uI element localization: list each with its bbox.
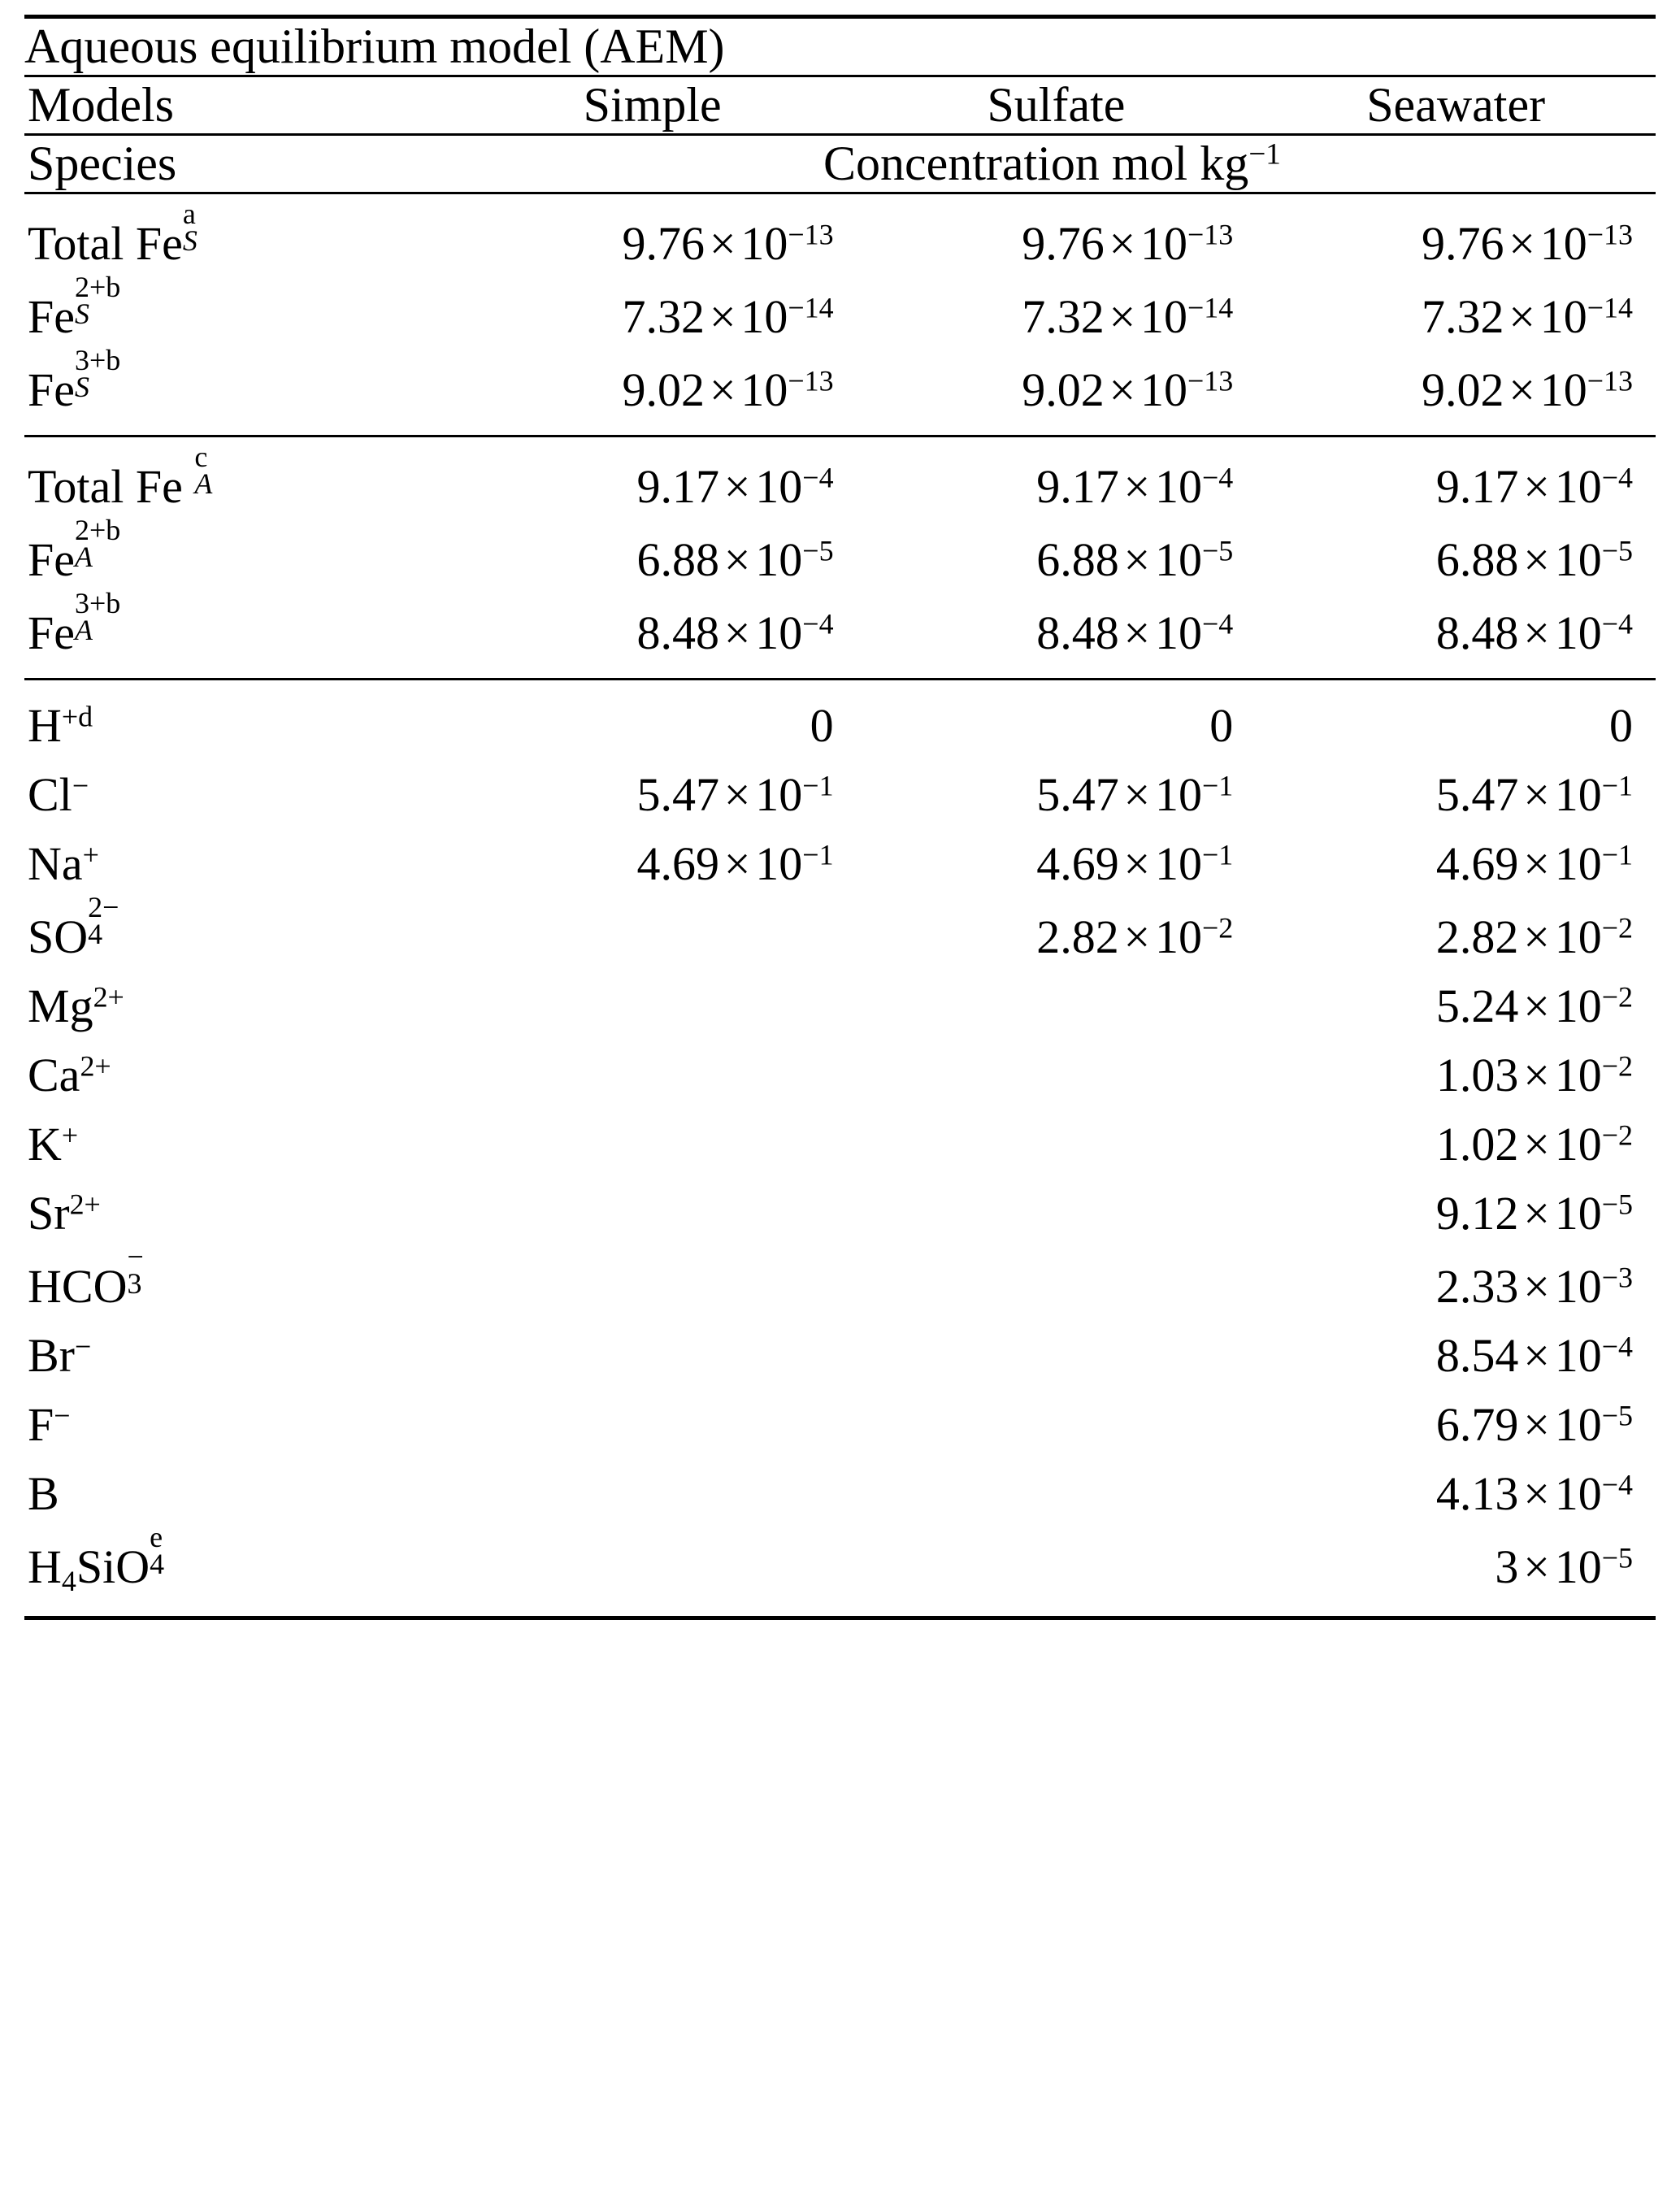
table-row: [24, 594, 1656, 680]
table-row: [24, 680, 1656, 760]
table-cell-value: [857, 1179, 1257, 1248]
table-cell-value: $9.76\times 10^{-13}$: [1421, 217, 1633, 270]
table-row: [24, 1248, 1656, 1321]
table-cell-value: $5.47\times 10^{-1}$: [636, 768, 834, 821]
table-cell-value: 0: [810, 699, 834, 752]
table-cell-value: [449, 1248, 857, 1321]
table-cell-value: [857, 1248, 1257, 1321]
table-cell-value: $9.76\times 10^{-13}$: [1022, 217, 1234, 270]
table-cell-species: Fe 2+b A: [28, 514, 121, 586]
aem-table: [24, 15, 1656, 1620]
table-cell-value: $2.33\times 10^{-3}$: [1435, 1260, 1633, 1313]
table-cell-value: $2.82\times 10^{-2}$: [1036, 910, 1234, 963]
table-cell-species: Br−: [28, 1329, 92, 1382]
table-cell-value: $6.88\times 10^{-5}$: [1036, 533, 1234, 586]
table-cell-value: $5.47\times 10^{-1}$: [1036, 768, 1234, 821]
table-row: [24, 278, 1656, 351]
table-cell-value: $9.17\times 10^{-4}$: [1435, 460, 1633, 513]
table-cell-value: $4.13\times 10^{-4}$: [1435, 1467, 1633, 1520]
table-cell-species: $Ca^{2+}$: [28, 1049, 111, 1101]
table-cell-value: [857, 1110, 1257, 1179]
table-cell-species: SO 2− 4: [28, 891, 119, 963]
table-row: [24, 760, 1656, 829]
aem-table-body: [24, 17, 1656, 1621]
table-cell-value: $3\times 10^{-5}$: [1495, 1540, 1633, 1593]
table-cell-species: K+: [28, 1118, 79, 1170]
table-row: [24, 1040, 1656, 1110]
table-row: [24, 1321, 1656, 1390]
table-cell-value: $9.02\times 10^{-13}$: [622, 363, 834, 416]
header-column-1: Simple: [583, 78, 722, 132]
table-cell-value: $8.48\times 10^{-4}$: [1435, 606, 1633, 659]
table-cell-value: [449, 971, 857, 1040]
table-row: [24, 194, 1656, 278]
table-cell-value: $7.32\times 10^{-14}$: [622, 290, 834, 343]
table-row: [24, 1110, 1656, 1179]
table-row: [24, 898, 1656, 971]
header-column-3: Seawater: [1366, 78, 1546, 132]
table-cell-value: [449, 1459, 857, 1528]
table-cell-species: $Mg^{2+}$: [28, 979, 124, 1032]
table-cell-species: $H^{+d}$: [28, 699, 93, 752]
table-cell-value: [449, 1390, 857, 1459]
table-cell-value: [449, 1528, 857, 1618]
table-header-row: [24, 77, 1656, 135]
header-column-2: Sulfate: [987, 78, 1126, 132]
table-cell-species: Na+: [28, 837, 99, 890]
table-cell-value: $5.24\times 10^{-2}$: [1435, 979, 1633, 1032]
table-row: [24, 1459, 1656, 1528]
table-cell-species: $Sr^{2+}$: [28, 1187, 101, 1240]
table-cell-species: B: [28, 1467, 59, 1520]
table-cell-value: $8.54\times 10^{-4}$: [1435, 1329, 1633, 1382]
table-cell-value: $6.88\times 10^{-5}$: [636, 533, 834, 586]
table-cell-value: $6.88\times 10^{-5}$: [1435, 533, 1633, 586]
header-models-label: Models: [28, 78, 174, 132]
table-cell-value: $5.47\times 10^{-1}$: [1435, 768, 1633, 821]
table-cell-value: [449, 1110, 857, 1179]
table-cell-value: $8.48\times 10^{-4}$: [636, 606, 834, 659]
table-row: [24, 521, 1656, 594]
table-cell-species: Fe 3+b S: [28, 344, 121, 416]
table-row: [24, 437, 1656, 521]
table-cell-value: $7.32\times 10^{-14}$: [1421, 290, 1633, 343]
table-cell-value: [857, 1321, 1257, 1390]
table-row: [24, 1179, 1656, 1248]
table-cell-value: [857, 1040, 1257, 1110]
table-cell-value: $9.17\times 10^{-4}$: [636, 460, 834, 513]
table-cell-value: $9.17\times 10^{-4}$: [1036, 460, 1234, 513]
table-cell-value: $2.82\times 10^{-2}$: [1435, 910, 1633, 963]
table-cell-value: $1.03\times 10^{-2}$: [1435, 1049, 1633, 1101]
table-cell-species: Fe 3+b A: [28, 587, 121, 659]
subheader-units: Concentration mol $kg^{-1}$: [823, 137, 1281, 190]
table-cell-species: Total Fe c A: [28, 441, 213, 513]
table-cell-value: $9.02\times 10^{-13}$: [1421, 363, 1633, 416]
table-row: [24, 351, 1656, 436]
table-row: [24, 1528, 1656, 1618]
table-subheader-row: [24, 136, 1656, 193]
table-row: [24, 1390, 1656, 1459]
table-cell-species: F−: [28, 1398, 71, 1451]
table-cell-value: [449, 898, 857, 971]
table-cell-species: Fe 2+b S: [28, 271, 121, 343]
table-row: [24, 971, 1656, 1040]
table-cell-value: [857, 1528, 1257, 1618]
table-cell-value: [449, 1040, 857, 1110]
table-cell-value: [857, 971, 1257, 1040]
table-caption: Aqueous equilibrium model (AEM): [24, 20, 725, 73]
table-row: [24, 829, 1656, 898]
table-cell-value: $9.12\times 10^{-5}$: [1435, 1187, 1633, 1240]
table-cell-species: Total Fe a S: [28, 198, 198, 270]
table-cell-species: Cl−: [28, 768, 89, 821]
table-cell-value: $1.02\times 10^{-2}$: [1435, 1118, 1633, 1170]
table-cell-value: 0: [1609, 699, 1633, 752]
table-cell-value: $8.48\times 10^{-4}$: [1036, 606, 1234, 659]
table-cell-value: $9.76\times 10^{-13}$: [622, 217, 834, 270]
table-cell-value: 0: [1209, 699, 1234, 752]
table-cell-value: $9.02\times 10^{-13}$: [1022, 363, 1234, 416]
table-rule-bottom: [24, 1618, 1656, 1621]
table-cell-species: $H_4SiO$ e 4: [28, 1521, 165, 1598]
table-cell-value: [449, 1179, 857, 1248]
table-cell-value: [449, 1321, 857, 1390]
table-cell-value: $4.69\times 10^{-1}$: [636, 837, 834, 890]
table-cell-value: $7.32\times 10^{-14}$: [1022, 290, 1234, 343]
table-cell-value: [857, 1459, 1257, 1528]
subheader-species-label: Species: [28, 137, 177, 190]
table-cell-value: $4.69\times 10^{-1}$: [1435, 837, 1633, 890]
table-cell-value: [857, 1390, 1257, 1459]
table-cell-value: $6.79\times 10^{-5}$: [1435, 1398, 1633, 1451]
table-cell-species: HCO − 3: [28, 1240, 144, 1313]
table-caption-row: [24, 19, 1656, 76]
table-cell-value: $4.69\times 10^{-1}$: [1036, 837, 1234, 890]
